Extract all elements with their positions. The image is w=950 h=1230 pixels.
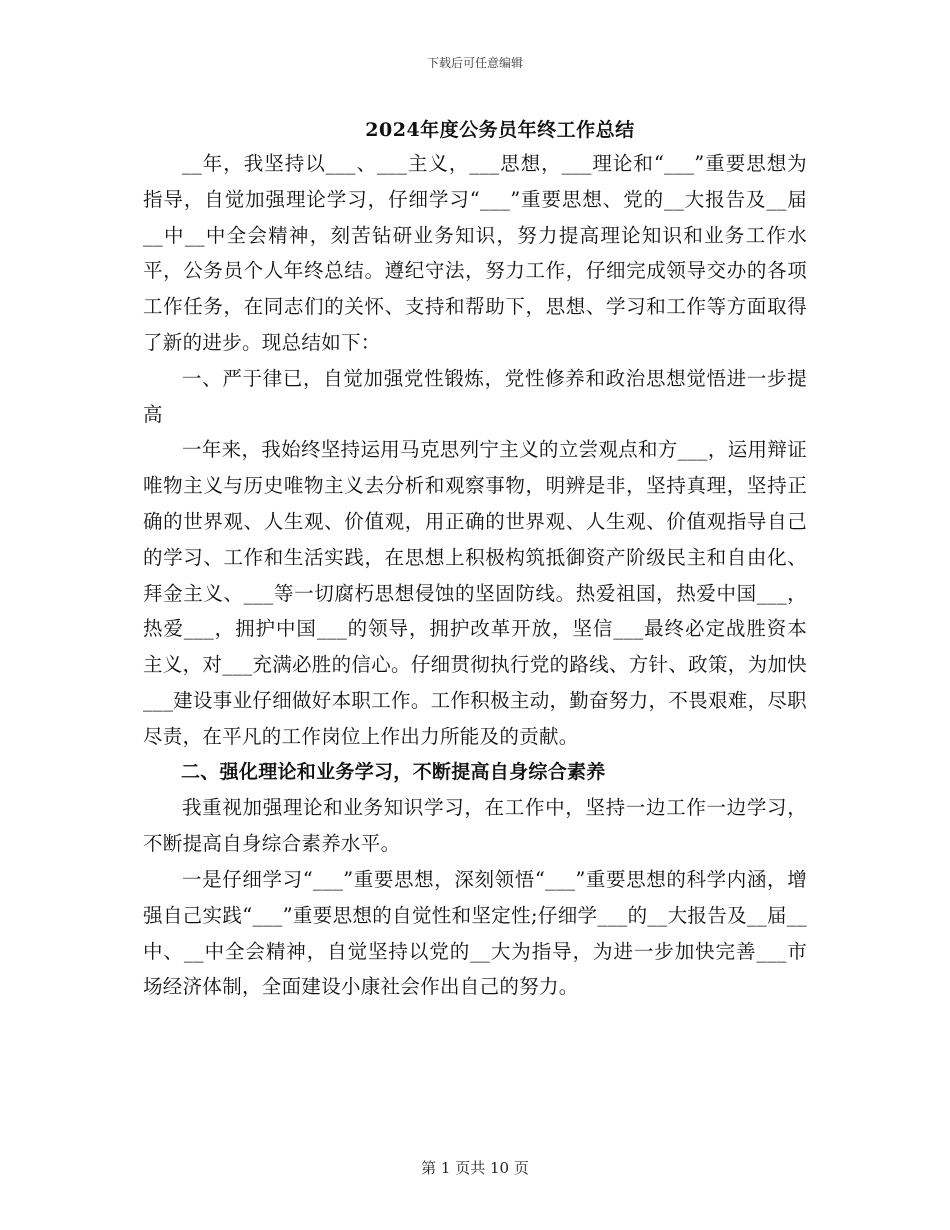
paragraph-section-1-body: 一年来，我始终坚持运用马克思列宁主义的立尝观点和方___，运用辩证唯物主义与历史唯物主义去分析和观察事物，明辨是非，坚持真理，坚持正确的世界观、人生观、价值观，用正确的世界观、人生观、价值观指导自己的学习、工作和生活实践，在思想上积极构筑抵御资产阶级民主和自由化、拜金主义、___等一切腐朽思想侵蚀的坚固防线。热爱祖国，热爱中国___，热爱___，拥护中国___的领导，拥护改革开放，坚信___最终必定战胜资本主义，对___充满必胜的信心。仔细贯彻执行党的路线、方针、政策，为加快___建设事业仔细做好本职工作。工作积极主动，勤奋努力，不畏艰难，尽职尽责，在平凡的工作岗位上作出力所能及的贡献。	[143, 438, 807, 748]
paragraph-section-2-intro: 我重视加强理论和业务知识学习，在工作中，坚持一边工作一边学习，不断提高自身综合素养水平。	[143, 796, 807, 856]
document-body	[143, 146, 807, 1005]
paragraph-intro: __年，我坚持以___、___主义，___思想，___理论和“___”重要思想为指导，自觉加强理论学习，仔细学习“___”重要思想、党的__大报告及__届__中__中全会精神，刻苦钻研业务知识，努力提高理论知识和业务工作水平，公务员个人年终总结。遵纪守法，努力工作，仔细完成领导交办的各项工作任务，在同志们的关怀、支持和帮助下，思想、学习和工作等方面取得了新的进步。现总结如下：	[143, 152, 807, 354]
page-footer: 第 1 页共 10 页	[421, 1159, 529, 1177]
paragraph-section-1-title: 一、严于律已，自觉加强党性锻炼，党性修养和政治思想觉悟进一步提高	[143, 366, 807, 426]
document-title: 2024年度公务员年终工作总结	[365, 119, 635, 141]
paragraph-section-2-point-1: 一是仔细学习“___”重要思想，深刻领悟“___”重要思想的科学内涵，增强自己实践“___”重要思想的自觉性和坚定性;仔细学___的__大报告及__届__中、__中全会精神，自觉坚持以党的__大为指导，为进一步加快完善___市场经济体制，全面建设小康社会作出自己的努力。	[143, 867, 807, 999]
header-note: 下载后可任意编辑	[426, 56, 523, 70]
section-2-heading: 二、强化理论和业务学习，不断提高自身综合素养	[181, 760, 606, 783]
